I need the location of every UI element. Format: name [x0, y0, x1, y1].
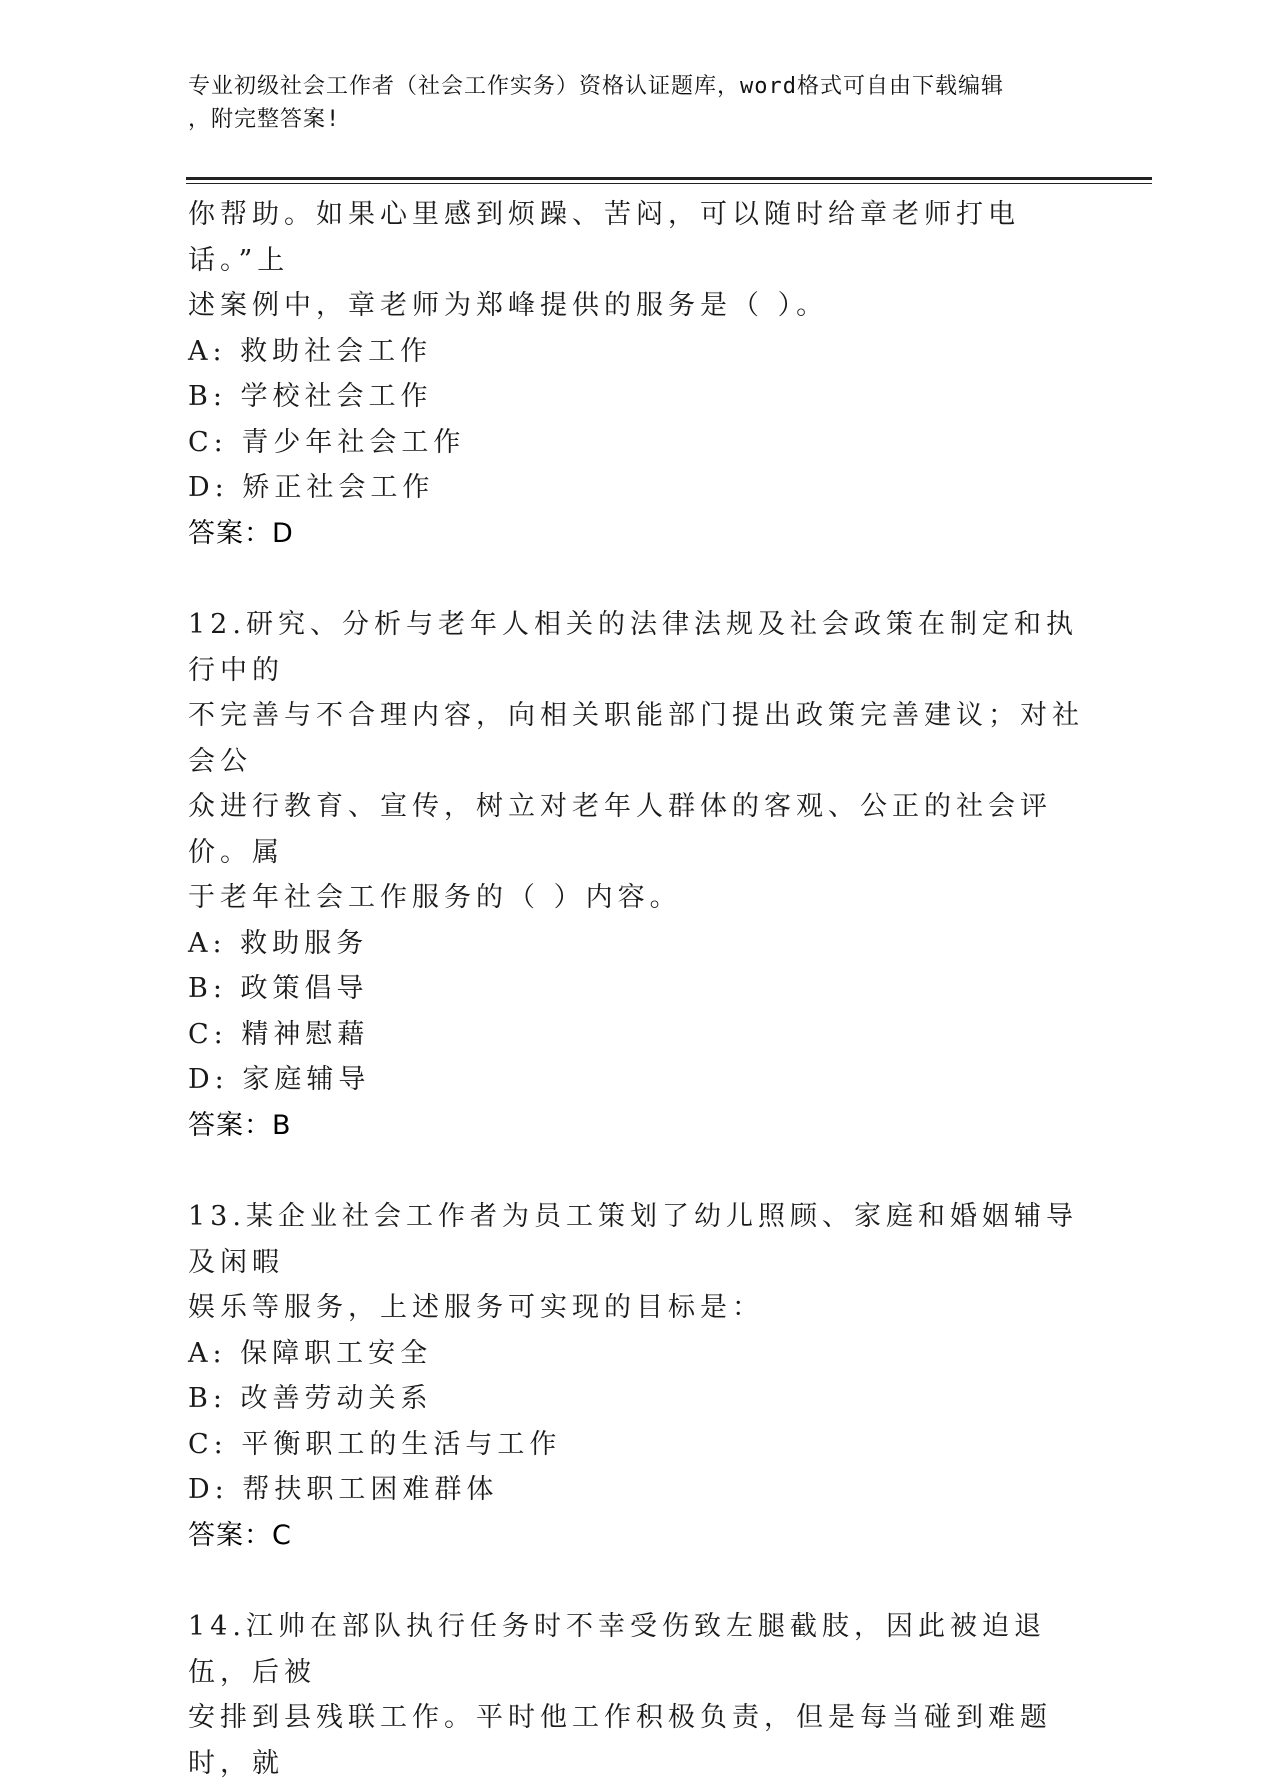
option-b: B: 改善劳动关系 — [188, 1383, 433, 1414]
question-text-line: 娱乐等服务，上述服务可实现的目标是： — [188, 1292, 764, 1323]
header-rule-thick — [186, 177, 1152, 180]
page-header — [188, 70, 1068, 136]
option-a: A: 保障职工安全 — [188, 1337, 433, 1369]
question-11 — [188, 192, 1088, 556]
answer: 答案：D — [188, 517, 294, 549]
header-rule-thin — [186, 183, 1152, 184]
header-line-1: 专业初级社会工作者（社会工作实务）资格认证题库，word格式可自由下载编辑 — [188, 74, 1004, 99]
document-content — [188, 192, 1088, 1786]
question-text-line: 13.某企业社会工作者为员工策划了幼儿照顾、家庭和婚姻辅导及闲暇 — [188, 1201, 1078, 1278]
option-c: C: 平衡职工的生活与工作 — [188, 1428, 562, 1460]
option-d: D: 帮扶职工困难群体 — [188, 1474, 499, 1505]
option-b: B: 政策倡导 — [188, 973, 369, 1004]
question-text-line: 12.研究、分析与老年人相关的法律法规及社会政策在制定和执行中的 — [188, 609, 1078, 686]
option-b: B: 学校社会工作 — [188, 381, 433, 412]
question-text-line: 于老年社会工作服务的（ ）内容。 — [188, 882, 682, 913]
question-14 — [188, 1604, 1088, 1786]
option-c: C: 精神慰藉 — [188, 1018, 370, 1050]
question-text-line: 14.江帅在部队执行任务时不幸受伤致左腿截肢，因此被迫退伍，后被 — [188, 1611, 1046, 1688]
question-13 — [188, 1194, 1088, 1558]
option-a: A: 救助服务 — [188, 927, 369, 959]
answer: 答案：B — [188, 1109, 292, 1141]
question-text-line: 述案例中，章老师为郑峰提供的服务是（ ）。 — [188, 290, 829, 321]
option-a: A: 救助社会工作 — [188, 335, 433, 367]
option-d: D: 家庭辅导 — [188, 1064, 371, 1095]
question-text-line: 安排到县残联工作。平时他工作积极负责，但是每当碰到难题时，就 — [188, 1702, 1052, 1779]
question-text-line: 不完善与不合理内容，向相关职能部门提出政策完善建议；对社会公 — [188, 700, 1084, 777]
question-text-line: 你帮助。如果心里感到烦躁、苦闷，可以随时给章老师打电话。”上 — [188, 199, 1020, 276]
option-d: D: 矫正社会工作 — [188, 472, 435, 503]
question-12 — [188, 602, 1088, 1148]
answer: 答案：C — [188, 1519, 292, 1551]
header-line-2: ，附完整答案! — [188, 107, 341, 132]
option-c: C: 青少年社会工作 — [188, 426, 466, 458]
question-text-line: 众进行教育、宣传，树立对老年人群体的客观、公正的社会评价。属 — [188, 791, 1052, 868]
